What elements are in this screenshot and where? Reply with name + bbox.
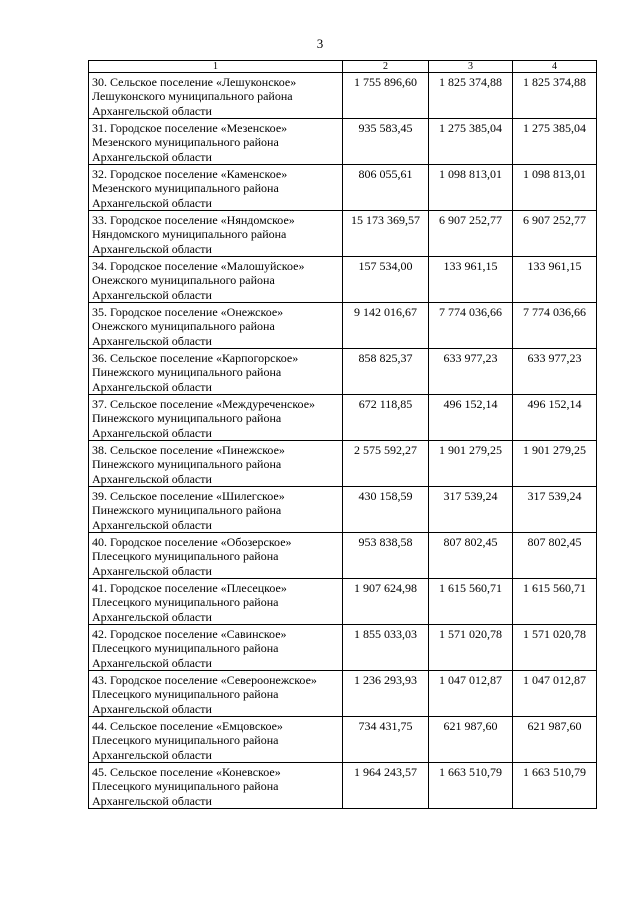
value-col3-cell: 1 615 560,71 bbox=[429, 579, 513, 625]
value-col3-cell: 1 275 385,04 bbox=[429, 119, 513, 165]
value-col4-cell: 1 901 279,25 bbox=[513, 441, 597, 487]
table-row bbox=[89, 211, 597, 257]
value-col3-cell: 496 152,14 bbox=[429, 395, 513, 441]
value-col4-cell: 1 615 560,71 bbox=[513, 579, 597, 625]
value-col3-cell: 1 047 012,87 bbox=[429, 671, 513, 717]
value-col2-cell: 1 855 033,03 bbox=[343, 625, 429, 671]
value-col3-cell: 7 774 036,66 bbox=[429, 303, 513, 349]
value-col3-cell: 317 539,24 bbox=[429, 487, 513, 533]
value-col2-cell: 935 583,45 bbox=[343, 119, 429, 165]
value-col3-cell: 6 907 252,77 bbox=[429, 211, 513, 257]
value-col2-cell: 1 964 243,57 bbox=[343, 763, 429, 809]
value-col4-cell: 1 571 020,78 bbox=[513, 625, 597, 671]
value-col2-cell: 1 907 624,98 bbox=[343, 579, 429, 625]
settlement-name-cell: 32. Городское поселение «Каменское» Мезенского муниципального района Архангельской области bbox=[89, 165, 343, 211]
value-col2-cell: 858 825,37 bbox=[343, 349, 429, 395]
settlement-name-cell: 38. Сельское поселение «Пинежское» Пинежского муниципального района Архангельской области bbox=[89, 441, 343, 487]
settlement-name-cell: 37. Сельское поселение «Междуреченское» Пинежского муниципального района Архангельской области bbox=[89, 395, 343, 441]
value-col4-cell: 1 663 510,79 bbox=[513, 763, 597, 809]
settlement-name-cell: 39. Сельское поселение «Шилегское» Пинежского муниципального района Архангельской области bbox=[89, 487, 343, 533]
value-col2-cell: 806 055,61 bbox=[343, 165, 429, 211]
settlement-name-cell: 44. Сельское поселение «Емцовское» Плесецкого муниципального района Архангельской области bbox=[89, 717, 343, 763]
value-col2-cell: 672 118,85 bbox=[343, 395, 429, 441]
value-col4-cell: 807 802,45 bbox=[513, 533, 597, 579]
settlement-name-cell: 31. Городское поселение «Мезенское» Мезенского муниципального района Архангельской области bbox=[89, 119, 343, 165]
table-row bbox=[89, 763, 597, 809]
table-row bbox=[89, 349, 597, 395]
value-col3-cell: 1 663 510,79 bbox=[429, 763, 513, 809]
value-col3-cell: 1 825 374,88 bbox=[429, 73, 513, 119]
table-row bbox=[89, 303, 597, 349]
column-header-1: 1 bbox=[89, 61, 343, 73]
value-col4-cell: 7 774 036,66 bbox=[513, 303, 597, 349]
value-col2-cell: 157 534,00 bbox=[343, 257, 429, 303]
settlement-name-cell: 42. Городское поселение «Савинское» Плесецкого муниципального района Архангельской области bbox=[89, 625, 343, 671]
settlement-name-cell: 35. Городское поселение «Онежское» Онежского муниципального района Архангельской области bbox=[89, 303, 343, 349]
header-row bbox=[89, 61, 597, 73]
value-col4-cell: 496 152,14 bbox=[513, 395, 597, 441]
value-col3-cell: 633 977,23 bbox=[429, 349, 513, 395]
value-col4-cell: 317 539,24 bbox=[513, 487, 597, 533]
table-row bbox=[89, 395, 597, 441]
budget-table bbox=[88, 60, 597, 809]
table-header bbox=[89, 61, 597, 73]
table-row bbox=[89, 165, 597, 211]
value-col2-cell: 1 236 293,93 bbox=[343, 671, 429, 717]
value-col4-cell: 133 961,15 bbox=[513, 257, 597, 303]
table-row bbox=[89, 487, 597, 533]
value-col4-cell: 6 907 252,77 bbox=[513, 211, 597, 257]
value-col4-cell: 1 047 012,87 bbox=[513, 671, 597, 717]
value-col3-cell: 807 802,45 bbox=[429, 533, 513, 579]
value-col3-cell: 133 961,15 bbox=[429, 257, 513, 303]
table-row bbox=[89, 533, 597, 579]
settlement-name-cell: 34. Городское поселение «Малошуйское» Онежского муниципального района Архангельской области bbox=[89, 257, 343, 303]
value-col3-cell: 1 098 813,01 bbox=[429, 165, 513, 211]
value-col2-cell: 953 838,58 bbox=[343, 533, 429, 579]
settlement-name-cell: 30. Сельское поселение «Лешуконское» Лешуконского муниципального района Архангельской области bbox=[89, 73, 343, 119]
value-col2-cell: 2 575 592,27 bbox=[343, 441, 429, 487]
value-col3-cell: 1 901 279,25 bbox=[429, 441, 513, 487]
value-col4-cell: 1 275 385,04 bbox=[513, 119, 597, 165]
value-col2-cell: 15 173 369,57 bbox=[343, 211, 429, 257]
table-row bbox=[89, 625, 597, 671]
settlement-name-cell: 43. Городское поселение «Североонежское» Плесецкого муниципального района Архангельской области bbox=[89, 671, 343, 717]
table-row bbox=[89, 717, 597, 763]
value-col2-cell: 734 431,75 bbox=[343, 717, 429, 763]
value-col4-cell: 1 098 813,01 bbox=[513, 165, 597, 211]
value-col4-cell: 1 825 374,88 bbox=[513, 73, 597, 119]
value-col2-cell: 1 755 896,60 bbox=[343, 73, 429, 119]
value-col2-cell: 9 142 016,67 bbox=[343, 303, 429, 349]
table-row bbox=[89, 119, 597, 165]
column-header-3: 3 bbox=[429, 61, 513, 73]
settlement-name-cell: 33. Городское поселение «Няндомское» Няндомского муниципального района Архангельской области bbox=[89, 211, 343, 257]
settlement-name-cell: 36. Сельское поселение «Карпогорское» Пинежского муниципального района Архангельской области bbox=[89, 349, 343, 395]
table-row bbox=[89, 257, 597, 303]
column-header-2: 2 bbox=[343, 61, 429, 73]
value-col4-cell: 621 987,60 bbox=[513, 717, 597, 763]
value-col3-cell: 621 987,60 bbox=[429, 717, 513, 763]
settlement-name-cell: 40. Городское поселение «Обозерское» Плесецкого муниципального района Архангельской области bbox=[89, 533, 343, 579]
table-row bbox=[89, 671, 597, 717]
column-header-4: 4 bbox=[513, 61, 597, 73]
table-row bbox=[89, 579, 597, 625]
table-body bbox=[89, 73, 597, 809]
table-row bbox=[89, 441, 597, 487]
page-number: 3 bbox=[316, 36, 324, 51]
value-col3-cell: 1 571 020,78 bbox=[429, 625, 513, 671]
value-col4-cell: 633 977,23 bbox=[513, 349, 597, 395]
settlement-name-cell: 45. Сельское поселение «Коневское» Плесецкого муниципального района Архангельской области bbox=[89, 763, 343, 809]
table-row bbox=[89, 73, 597, 119]
value-col2-cell: 430 158,59 bbox=[343, 487, 429, 533]
settlement-name-cell: 41. Городское поселение «Плесецкое» Плесецкого муниципального района Архангельской области bbox=[89, 579, 343, 625]
